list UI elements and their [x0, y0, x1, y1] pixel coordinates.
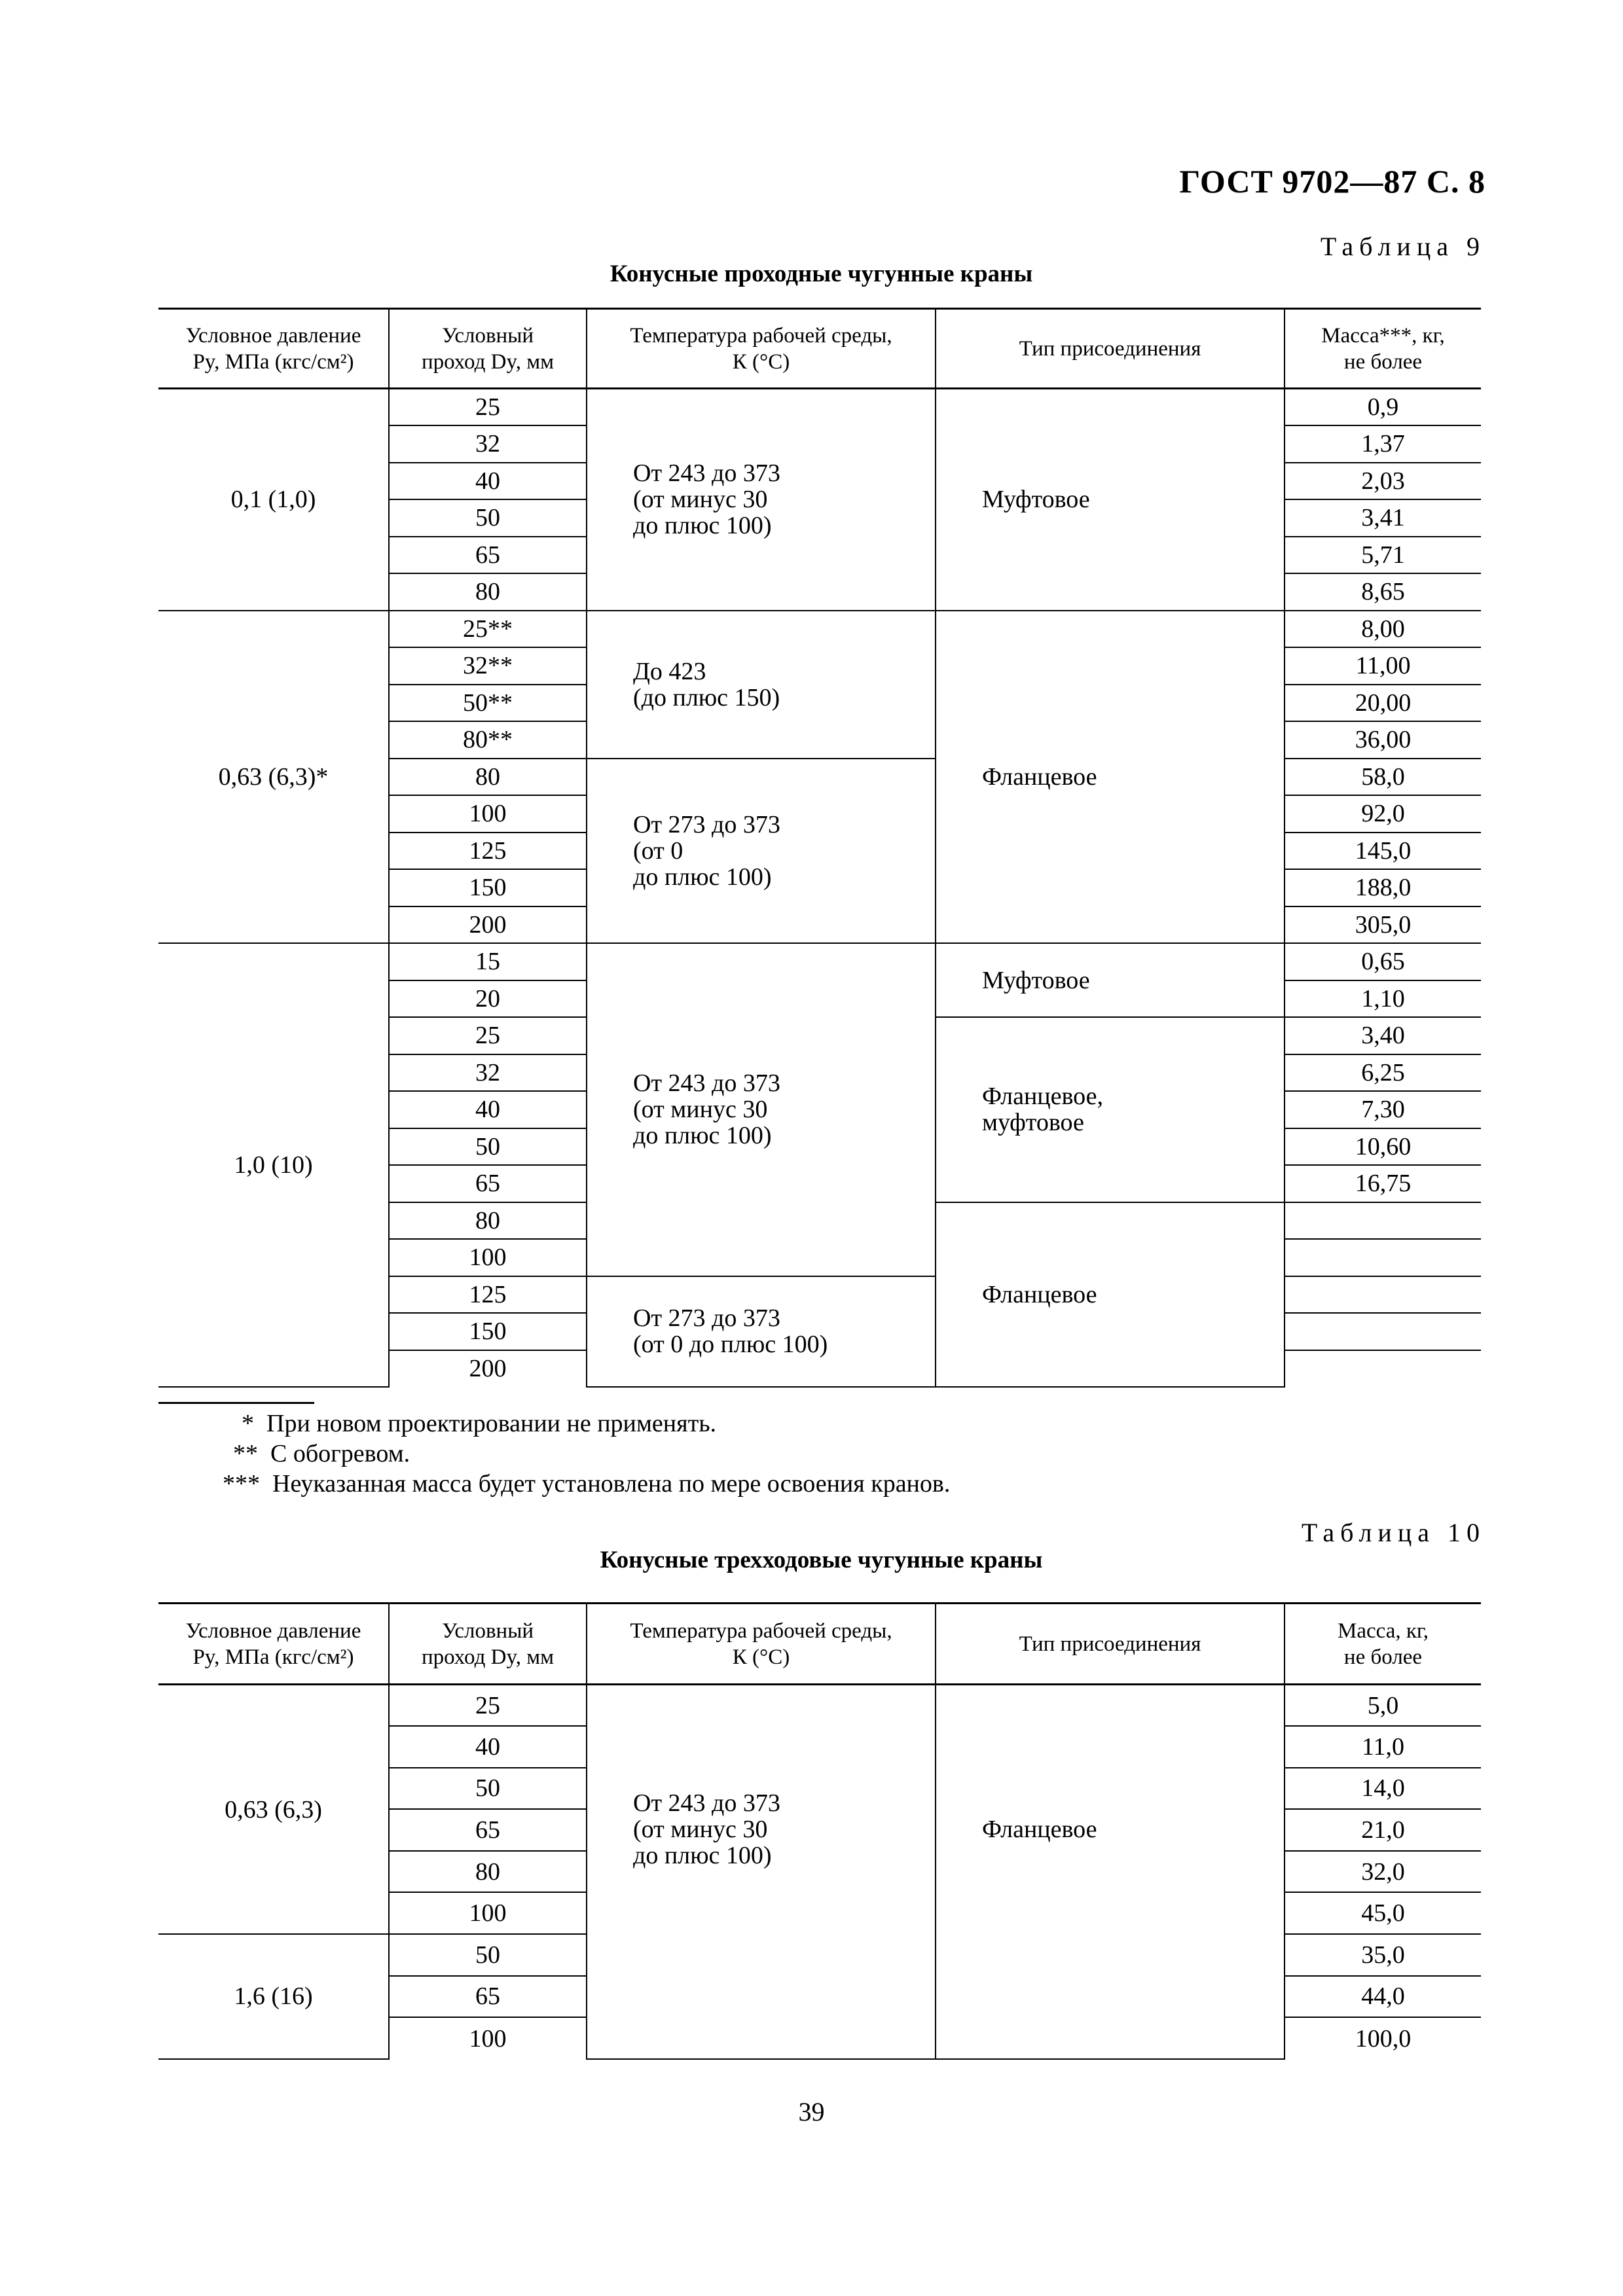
- table10-mass-cell: 45,0: [1285, 1892, 1481, 1934]
- table10-diameter-cell: 50: [389, 1768, 587, 1810]
- table10-temperature-cell: От 243 до 373 (от минус 30 до плюс 100): [587, 1685, 936, 2059]
- table9-mass-cell: 2,03: [1285, 463, 1481, 500]
- table9-mass-cell: 188,0: [1285, 869, 1481, 906]
- table9-mass-cell: 1,37: [1285, 425, 1481, 463]
- table9-connection-cell: Фланцевое: [936, 611, 1285, 944]
- table9-diameter-cell: 100: [389, 1239, 587, 1276]
- table10-header-pressure: Условное давление Py, МПа (кгс/см²): [158, 1604, 389, 1685]
- table9-mass-cell: 3,41: [1285, 499, 1481, 537]
- table9-diameter-cell: 40: [389, 463, 587, 500]
- footnote-2: ** С обогревом.: [233, 1440, 410, 1467]
- table9-diameter-cell: 80: [389, 1202, 587, 1240]
- table10-mass-cell: 14,0: [1285, 1768, 1481, 1810]
- table9-temperature-cell: От 273 до 373 (от 0 до плюс 100): [587, 1276, 936, 1388]
- table9-mass-cell: 305,0: [1285, 906, 1481, 944]
- table9-temperature-cell: От 273 до 373 (от 0 до плюс 100): [587, 759, 936, 944]
- table9-mass-cell: 145,0: [1285, 833, 1481, 870]
- table9-mass-cell: 0,9: [1285, 389, 1481, 426]
- table9-title: Конусные проходные чугунные краны: [610, 260, 1033, 287]
- table10-caption: Таблица 10: [1301, 1518, 1486, 1547]
- table9-mass-cell: [1285, 1276, 1481, 1314]
- table9-mass-cell: 92,0: [1285, 795, 1481, 833]
- table9-mass-cell: 20,00: [1285, 685, 1481, 722]
- table9-mass-cell: 11,00: [1285, 647, 1481, 685]
- table9-mass-cell: 16,75: [1285, 1165, 1481, 1202]
- table10-header-connection: Тип присоединения: [936, 1604, 1285, 1685]
- table9-diameter-cell: 150: [389, 869, 587, 906]
- table9-mass-cell: [1285, 1202, 1481, 1240]
- table9-mass-cell: [1285, 1313, 1481, 1350]
- table10-diameter-cell: 40: [389, 1726, 587, 1768]
- footnote-3: *** Неуказанная масса будет установлена по мере освоения кранов.: [223, 1470, 951, 1498]
- table9-caption: Таблица 9: [1320, 232, 1486, 261]
- table10-mass-cell: 100,0: [1285, 2017, 1481, 2059]
- table9-diameter-cell: 150: [389, 1313, 587, 1350]
- table9-diameter-cell: 65: [389, 537, 587, 574]
- table9-connection-cell: Муфтовое: [936, 389, 1285, 611]
- table9-connection-cell: Муфтовое: [936, 943, 1285, 1017]
- table9-diameter-cell: 50: [389, 1128, 587, 1166]
- table9-diameter-cell: 40: [389, 1091, 587, 1128]
- table9-header-temperature: Температура рабочей среды, К (°С): [587, 309, 936, 389]
- table10-mass-cell: 35,0: [1285, 1934, 1481, 1976]
- table9-diameter-cell: 32: [389, 1054, 587, 1092]
- table9-diameter-cell: 25: [389, 1017, 587, 1054]
- table9-mass-cell: [1285, 1350, 1481, 1388]
- table10-header-mass: Масса, кг, не более: [1285, 1604, 1481, 1685]
- table10-mass-cell: 5,0: [1285, 1685, 1481, 1727]
- table9-diameter-cell: 200: [389, 906, 587, 944]
- table9-mass-cell: 6,25: [1285, 1054, 1481, 1092]
- table10-diameter-cell: 80: [389, 1851, 587, 1893]
- table9-mass-cell: 0,65: [1285, 943, 1481, 980]
- table9-diameter-cell: 25: [389, 389, 587, 426]
- table9: [158, 308, 1481, 1388]
- table9-diameter-cell: 200: [389, 1350, 587, 1388]
- table9-diameter-cell: 80**: [389, 721, 587, 759]
- table9-pressure-cell: 0,1 (1,0): [158, 389, 389, 611]
- table10-mass-cell: 32,0: [1285, 1851, 1481, 1893]
- footnote-divider: [158, 1402, 314, 1404]
- table9-diameter-cell: 80: [389, 573, 587, 611]
- table9-connection-cell: Фланцевое: [936, 1202, 1285, 1388]
- table10-mass-cell: 21,0: [1285, 1809, 1481, 1851]
- table9-diameter-cell: 32: [389, 425, 587, 463]
- table9-mass-cell: 7,30: [1285, 1091, 1481, 1128]
- table10-diameter-cell: 65: [389, 1976, 587, 2018]
- table9-connection-cell: Фланцевое, муфтовое: [936, 1017, 1285, 1202]
- table9-pressure-cell: 1,0 (10): [158, 943, 389, 1387]
- table9-diameter-cell: 100: [389, 795, 587, 833]
- table9-diameter-cell: 125: [389, 1276, 587, 1314]
- table9-mass-cell: 36,00: [1285, 721, 1481, 759]
- table10-diameter-cell: 100: [389, 2017, 587, 2059]
- table10-pressure-cell: 1,6 (16): [158, 1934, 389, 2059]
- table10-header-diameter: Условный проход Dy, мм: [389, 1604, 587, 1685]
- table9-mass-cell: 1,10: [1285, 980, 1481, 1018]
- table9-diameter-cell: 25**: [389, 611, 587, 648]
- table10-header-temperature: Температура рабочей среды, К (°С): [587, 1604, 936, 1685]
- document-header: ГОСТ 9702—87 С. 8: [1179, 163, 1486, 200]
- table9-mass-cell: 58,0: [1285, 759, 1481, 796]
- table9-mass-cell: 3,40: [1285, 1017, 1481, 1054]
- table9-diameter-cell: 15: [389, 943, 587, 980]
- table9-temperature-cell: От 243 до 373 (от минус 30 до плюс 100): [587, 389, 936, 611]
- table10: [158, 1602, 1481, 2060]
- table9-pressure-cell: 0,63 (6,3)*: [158, 611, 389, 944]
- table9-temperature-cell: От 243 до 373 (от минус 30 до плюс 100): [587, 943, 936, 1276]
- table10-diameter-cell: 25: [389, 1685, 587, 1727]
- table10-title: Конусные трехходовые чугунные краны: [600, 1547, 1043, 1573]
- table9-header-connection: Тип присоединения: [936, 309, 1285, 389]
- table9-mass-cell: 5,71: [1285, 537, 1481, 574]
- table10-diameter-cell: 100: [389, 1892, 587, 1934]
- table9-diameter-cell: 125: [389, 833, 587, 870]
- table10-mass-cell: 44,0: [1285, 1976, 1481, 2018]
- table10-mass-cell: 11,0: [1285, 1726, 1481, 1768]
- table9-header-diameter: Условный проход Dy, мм: [389, 309, 587, 389]
- table9-diameter-cell: 80: [389, 759, 587, 796]
- table10-diameter-cell: 50: [389, 1934, 587, 1976]
- table9-diameter-cell: 50**: [389, 685, 587, 722]
- table9-header-mass: Масса***, кг, не более: [1285, 309, 1481, 389]
- table10-pressure-cell: 0,63 (6,3): [158, 1685, 389, 1935]
- table9-mass-cell: [1285, 1239, 1481, 1276]
- table10-connection-cell: Фланцевое: [936, 1685, 1285, 2059]
- table9-temperature-cell: До 423 (до плюс 150): [587, 611, 936, 759]
- table9-diameter-cell: 50: [389, 499, 587, 537]
- table10-diameter-cell: 65: [389, 1809, 587, 1851]
- table9-mass-cell: 8,65: [1285, 573, 1481, 611]
- table9-diameter-cell: 32**: [389, 647, 587, 685]
- table9-mass-cell: 10,60: [1285, 1128, 1481, 1166]
- footnote-1: * При новом проектировании не применять.: [242, 1410, 717, 1437]
- table9-diameter-cell: 20: [389, 980, 587, 1018]
- table9-mass-cell: 8,00: [1285, 611, 1481, 648]
- table9-header-pressure: Условное давление Py, МПа (кгс/см²): [158, 309, 389, 389]
- table9-diameter-cell: 65: [389, 1165, 587, 1202]
- page-number: 39: [798, 2097, 825, 2126]
